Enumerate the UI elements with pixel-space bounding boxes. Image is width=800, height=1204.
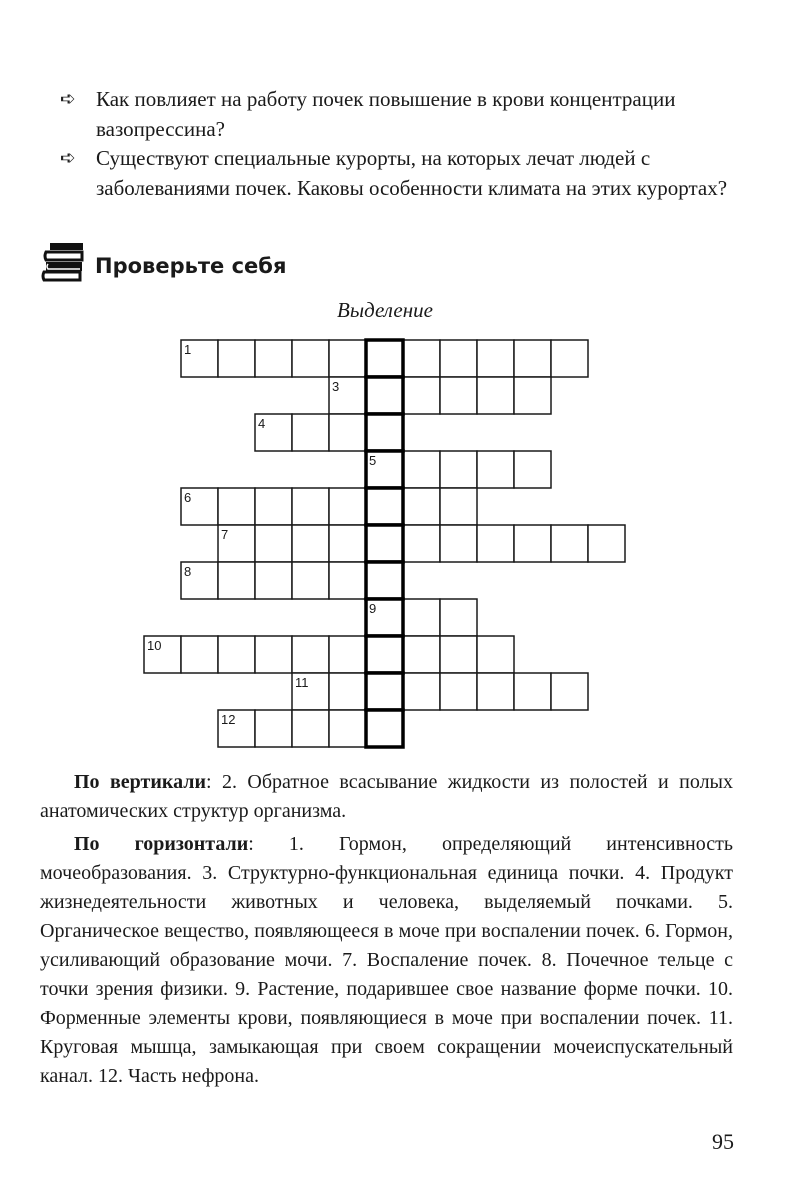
crossword-cell <box>329 414 366 451</box>
crossword-cell <box>440 673 477 710</box>
crossword-cell <box>514 673 551 710</box>
crossword-cell <box>218 488 255 525</box>
crossword-highlight-cell <box>366 525 403 562</box>
crossword-cell <box>477 377 514 414</box>
crossword-cell <box>255 562 292 599</box>
crossword-cell <box>403 340 440 377</box>
crossword-cell <box>255 636 292 673</box>
page-number: 95 <box>712 1129 734 1154</box>
arrow-icon: ➪ <box>60 147 76 169</box>
crossword-cell <box>292 340 329 377</box>
crossword-cell <box>440 488 477 525</box>
crossword-cell <box>329 673 366 710</box>
clue-number: 6 <box>184 490 192 505</box>
crossword-cell <box>255 340 292 377</box>
question-2-text: Существуют специальные курорты, на которых лечат людей с заболеваниями почек. Каковы особенности климата на этих курортах? <box>96 146 728 200</box>
crossword-cell <box>292 488 329 525</box>
crossword-cell <box>588 525 625 562</box>
crossword-highlight-cell <box>366 377 403 414</box>
clues <box>40 768 733 1091</box>
crossword-cell <box>440 525 477 562</box>
clue-number: 5 <box>369 453 377 468</box>
crossword-cell <box>255 710 292 747</box>
crossword-cell <box>292 636 329 673</box>
clue-number: 3 <box>332 379 340 394</box>
crossword-cell <box>255 525 292 562</box>
crossword-cell <box>514 377 551 414</box>
crossword-highlight-cell <box>366 636 403 673</box>
crossword-highlight-cell <box>366 414 403 451</box>
crossword-cell <box>403 636 440 673</box>
crossword-cell <box>292 562 329 599</box>
crossword-cell <box>551 340 588 377</box>
crossword-cell <box>477 451 514 488</box>
crossword-cell <box>329 710 366 747</box>
clues-vertical-text: : 2. Обратное всасывание жидкости из полостей и полых анатомических структур организма. <box>40 771 733 822</box>
crossword-cell <box>440 377 477 414</box>
crossword-cell <box>477 636 514 673</box>
crossword-cell <box>403 488 440 525</box>
crossword-cell <box>329 525 366 562</box>
clues-horizontal-label: По горизонтали <box>74 833 249 855</box>
crossword-highlight-cell <box>366 710 403 747</box>
crossword-cell <box>477 673 514 710</box>
crossword-cell <box>440 340 477 377</box>
crossword-cell <box>403 673 440 710</box>
crossword-cell <box>403 525 440 562</box>
section-title: Проверьте себя <box>95 254 287 278</box>
crossword-title: Выделение <box>337 298 433 322</box>
crossword-cell <box>551 673 588 710</box>
crossword-cell <box>329 562 366 599</box>
crossword-highlight-cell <box>366 673 403 710</box>
crossword-cell <box>514 451 551 488</box>
crossword-cell <box>181 636 218 673</box>
crossword-cell <box>255 488 292 525</box>
crossword-cell <box>514 525 551 562</box>
crossword-cell <box>440 636 477 673</box>
crossword-cell <box>403 377 440 414</box>
crossword-cell <box>292 414 329 451</box>
crossword-cell <box>218 562 255 599</box>
crossword-highlight-cell <box>366 562 403 599</box>
crossword-cell <box>551 525 588 562</box>
clue-number: 10 <box>147 638 162 653</box>
clue-number: 7 <box>221 527 229 542</box>
arrow-icon: ➪ <box>60 88 76 110</box>
clues-horizontal <box>40 830 733 1091</box>
clues-vertical-label: По вертикали <box>74 771 207 793</box>
crossword-cell <box>514 340 551 377</box>
crossword-cell <box>292 525 329 562</box>
crossword-cell <box>477 340 514 377</box>
crossword-cell <box>329 488 366 525</box>
crossword-cell <box>477 525 514 562</box>
crossword-cell <box>440 451 477 488</box>
clue-number: 11 <box>295 675 309 690</box>
crossword-cell <box>403 451 440 488</box>
question-1-text: Как повлияет на работу почек повышение в крови концентрации вазопрессина? <box>96 87 676 141</box>
crossword-cell <box>218 636 255 673</box>
crossword-cell <box>329 636 366 673</box>
crossword-cell <box>218 340 255 377</box>
clue-number: 8 <box>184 564 192 579</box>
crossword-cell <box>329 340 366 377</box>
clue-number: 4 <box>258 416 266 431</box>
clue-number: 12 <box>221 712 236 727</box>
clues-vertical <box>40 768 733 826</box>
clues-horizontal-text: : 1. Гормон, определяющий интенсивность мочеобразования. 3. Структурно-функциональная единица почки. 4. Продукт жизнедеятельности животных и человека, выделяемый почками. 5. Органическое вещество, появляющееся в моче при воспалении почек. 6. Гормон, усиливающий образование мочи. 7. Воспаление почек. 8. Почечное тельце с точки зрения физики. 9. Растение, подарившее свое название форме почки. 10. Форменные элементы крови, появляющиеся в моче при воспалении почек. 11. Круговая мышца, замыкающая при своем сокращении мочеиспускательный канал. 12. Часть нефрона. <box>40 833 734 1087</box>
crossword-highlight-cell <box>366 340 403 377</box>
crossword-highlight-cell <box>366 488 403 525</box>
crossword-cell <box>403 599 440 636</box>
clue-number: 9 <box>369 601 377 616</box>
clue-number: 1 <box>184 342 192 357</box>
crossword-cell <box>292 710 329 747</box>
crossword-cell <box>440 599 477 636</box>
